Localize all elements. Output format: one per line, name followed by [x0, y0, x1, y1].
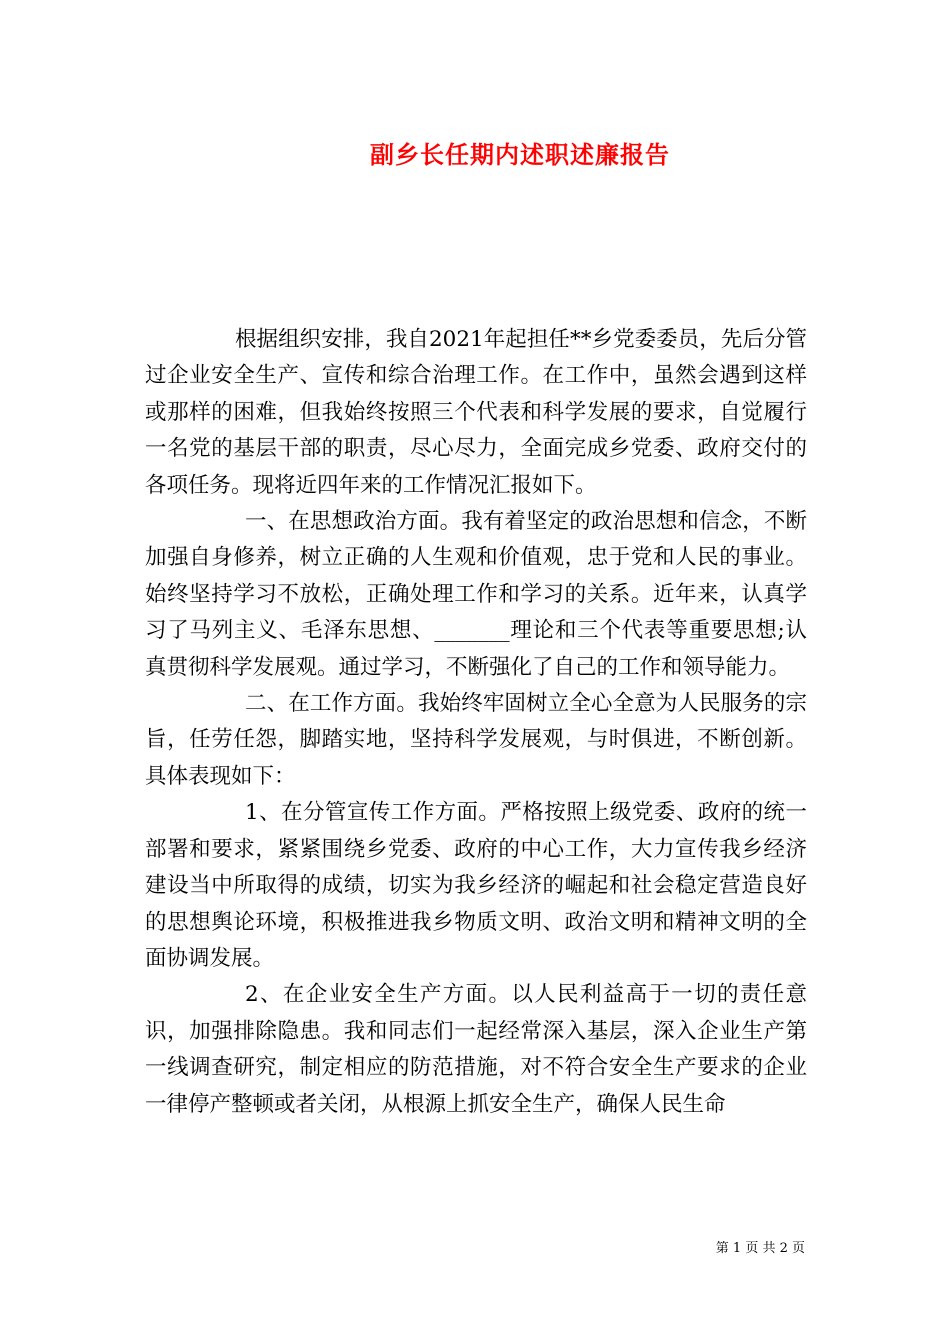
- paragraph-safety: 2、在企业安全生产方面。以人民利益高于一切的责任意识，加强排除隐患。我和同志们一起经常深入基层，深入企业生产第一线调查研究，制定相应的防范措施，对不符合安全生产要求的企业一律停产整顿或者关闭，从根源上抓安全生产，确保人民生命: [145, 982, 807, 1117]
- paragraph-political: 一、在思想政治方面。我有着坚定的政治思想和信念，不断加强自身修养，树立正确的人生观和价值观，忠于党和人民的事业。始终坚持学习不放松，正确处理工作和学习的关系。近年来，认真学习了马列主义、毛泽东思想、_______理论和三个代表等重要思想;认真贯彻科学发展观。通过学习，不断强化了自己的工作和领导能力。: [145, 509, 807, 680]
- document-body: [145, 322, 807, 1123]
- paragraph-work: 二、在工作方面。我始终牢固树立全心全意为人民服务的宗旨，任劳任怨，脚踏实地，坚持科学发展观，与时俱进，不断创新。具体表现如下：: [145, 691, 807, 789]
- paragraph-publicity: 1、在分管宣传工作方面。严格按照上级党委、政府的统一部署和要求，紧紧围绕乡党委、政府的中心工作，大力宣传我乡经济建设当中所取得的成绩，切实为我乡经济的崛起和社会稳定营造良好的思想舆论环境，积极推进我乡物质文明、政治文明和精神文明的全面协调发展。: [145, 800, 807, 971]
- page-number-footer: 第 1 页 共 2 页: [715, 1241, 805, 1256]
- paragraph-intro: 根据组织安排，我自2021年起担任**乡党委委员，先后分管过企业安全生产、宣传和综合治理工作。在工作中，虽然会遇到这样或那样的困难，但我始终按照三个代表和科学发展的要求，自觉履行一名党的基层干部的职责，尽心尽力，全面完成乡党委、政府交付的各项任务。现将近四年来的工作情况汇报如下。: [145, 327, 807, 498]
- document-title: 副乡长任期内述职述廉报告: [370, 140, 670, 169]
